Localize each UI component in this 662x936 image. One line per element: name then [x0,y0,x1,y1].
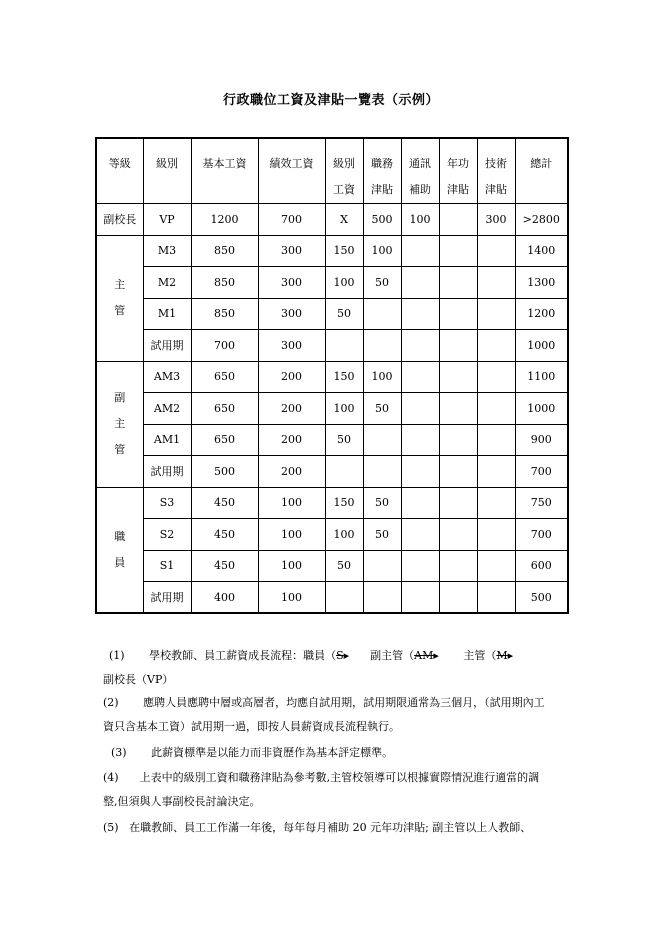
cell-year [439,519,477,551]
cell-level: VP [143,204,191,236]
note-1-text-a: 學校教師、員工薪資成長流程：職員（ [149,649,337,662]
table-row [96,267,568,299]
salary-table [95,137,569,614]
note-2 [103,691,553,739]
cell-level-pay: 150 [325,361,363,393]
cell-level: AM2 [143,393,191,425]
cell-level-pay: 100 [325,393,363,425]
cell-tech [477,330,515,362]
cell-base: 500 [191,456,258,488]
cell-level-pay: 150 [325,487,363,519]
cell-level-pay: 50 [325,298,363,330]
cell-tech [477,298,515,330]
cell-base: 650 [191,361,258,393]
cell-grade-group [96,235,143,361]
header-level-pay-line1: 級別 [333,157,355,170]
table-row [96,424,568,456]
grade-char: 管 [114,304,126,317]
cell-total: 700 [515,456,568,488]
cell-perf: 700 [258,204,325,236]
cell-level-pay [325,582,363,614]
cell-tech [477,361,515,393]
cell-comm [401,424,439,456]
header-duty-allowance [363,138,401,204]
table-row-vp [96,204,568,236]
cell-duty: 100 [363,235,401,267]
cell-duty: 100 [363,361,401,393]
table-header-row [96,138,568,204]
cell-level: AM1 [143,424,191,456]
cell-duty [363,298,401,330]
table-row [96,235,568,267]
header-total: 總計 [515,138,568,204]
table-row [96,550,568,582]
cell-tech [477,393,515,425]
note-1-text-c: 主管（ [463,649,497,662]
header-grade: 等級 [96,138,143,204]
cell-perf: 300 [258,235,325,267]
cell-level: M2 [143,267,191,299]
cell-level: AM3 [143,361,191,393]
cell-perf: 200 [258,393,325,425]
note-4-number: (4) [103,771,119,784]
cell-base: 850 [191,298,258,330]
header-seniority-allowance [439,138,477,204]
cell-base: 700 [191,330,258,362]
cell-perf: 300 [258,330,325,362]
cell-level: S1 [143,550,191,582]
cell-year [439,267,477,299]
cell-base: 400 [191,582,258,614]
cell-total: 750 [515,487,568,519]
cell-comm [401,361,439,393]
cell-total: 1000 [515,393,568,425]
cell-level-pay: 50 [325,550,363,582]
cell-year [439,424,477,456]
cell-level-pay: X [325,204,363,236]
cell-total: >2800 [515,204,568,236]
cell-base: 1200 [191,204,258,236]
cell-comm [401,456,439,488]
cell-total: 1000 [515,330,568,362]
header-level: 級別 [143,138,191,204]
note-1-code-s: S [336,649,344,662]
cell-duty: 50 [363,519,401,551]
cell-level: M1 [143,298,191,330]
cell-duty: 50 [363,267,401,299]
header-year-line2: 津貼 [447,183,469,196]
cell-perf: 200 [258,456,325,488]
note-1-code-am: AM [414,649,434,662]
cell-comm [401,330,439,362]
table-row [96,361,568,393]
header-performance-pay: 績效工資 [258,138,325,204]
cell-perf: 300 [258,267,325,299]
grade-char: 副 [114,391,126,404]
cell-total: 1200 [515,298,568,330]
header-tech-line2: 津貼 [485,183,507,196]
cell-total: 1300 [515,267,568,299]
cell-total: 500 [515,582,568,614]
header-comm-line1: 通訊 [409,157,431,170]
cell-year [439,550,477,582]
cell-base: 650 [191,393,258,425]
cell-duty [363,550,401,582]
cell-duty [363,456,401,488]
cell-duty [363,424,401,456]
table-row [96,298,568,330]
salary-table-body [96,138,568,613]
cell-tech [477,550,515,582]
note-5 [103,816,553,840]
header-comm-subsidy [401,138,439,204]
header-level-pay-line2: 工資 [333,183,355,196]
cell-year [439,235,477,267]
header-level-pay [325,138,363,204]
arrow-right-icon: ▸ [343,649,350,662]
header-tech-line1: 技術 [485,157,507,170]
header-tech-allowance [477,138,515,204]
header-duty-line1: 職務 [371,157,393,170]
cell-tech [477,582,515,614]
note-3-text: 此薪資標準是以能力而非資歷作為基本評定標準。 [151,746,394,759]
cell-level: S2 [143,519,191,551]
note-3-number: (3) [111,746,127,759]
cell-comm [401,393,439,425]
cell-level: M3 [143,235,191,267]
cell-perf: 200 [258,424,325,456]
cell-grade: 副校長 [96,204,143,236]
cell-level: 試用期 [143,330,191,362]
table-row [96,519,568,551]
cell-total: 1400 [515,235,568,267]
cell-perf: 100 [258,487,325,519]
cell-year [439,361,477,393]
cell-total: 1100 [515,361,568,393]
grade-char: 管 [114,443,126,456]
table-row [96,487,568,519]
cell-year [439,298,477,330]
cell-grade-group [96,361,143,487]
cell-year [439,582,477,614]
cell-comm [401,582,439,614]
cell-tech [477,519,515,551]
note-5-number: (5) [103,821,119,834]
cell-tech [477,487,515,519]
cell-comm [401,267,439,299]
cell-perf: 200 [258,361,325,393]
header-duty-line2: 津貼 [371,183,393,196]
cell-tech: 300 [477,204,515,236]
cell-tech [477,267,515,299]
note-1-text-d: 副校長（VP） [103,673,174,686]
header-year-line1: 年功 [447,157,469,170]
cell-base: 450 [191,487,258,519]
grade-char: 員 [114,555,126,569]
cell-perf: 300 [258,298,325,330]
cell-year [439,330,477,362]
cell-year [439,204,477,236]
cell-perf: 100 [258,582,325,614]
cell-level: 試用期 [143,456,191,488]
arrow-right-icon: ▸ [507,649,514,662]
grade-char: 主 [114,417,126,430]
table-row [96,393,568,425]
note-2-text: 應聘人員應聘中層或高層者，均應自試用期，試用期限通常為三個月，（試用期內工資只含基本工資）試用期一過，即按人員薪資成長流程執行。 [103,696,545,733]
cell-level-pay: 100 [325,519,363,551]
header-comm-line2: 補助 [409,183,431,196]
cell-base: 850 [191,267,258,299]
cell-perf: 100 [258,550,325,582]
cell-total: 900 [515,424,568,456]
note-3 [111,741,561,765]
cell-level: 試用期 [143,582,191,614]
cell-tech [477,424,515,456]
cell-comm [401,487,439,519]
cell-tech [477,235,515,267]
arrow-right-icon: ▸ [433,649,439,662]
cell-total: 600 [515,550,568,582]
cell-base: 450 [191,519,258,551]
note-4 [103,766,553,814]
cell-grade-group [96,487,143,613]
cell-year [439,456,477,488]
cell-duty [363,582,401,614]
cell-base: 850 [191,235,258,267]
cell-base: 650 [191,424,258,456]
page-title: 行政職位工資及津貼一覽表（示例） [222,93,439,108]
note-1-number: (1) [109,649,125,662]
table-row [96,456,568,488]
cell-duty: 50 [363,487,401,519]
cell-level-pay [325,330,363,362]
cell-comm [401,550,439,582]
cell-total: 700 [515,519,568,551]
cell-duty: 500 [363,204,401,236]
cell-comm [401,519,439,551]
header-base-pay: 基本工資 [191,138,258,204]
cell-comm [401,298,439,330]
cell-year [439,487,477,519]
cell-duty: 50 [363,393,401,425]
grade-char: 主 [114,278,126,291]
cell-perf: 100 [258,519,325,551]
cell-level-pay: 50 [325,424,363,456]
grade-char: 職 [114,529,126,543]
cell-level: S3 [143,487,191,519]
note-1 [103,644,559,692]
note-4-text: 上表中的級別工資和職務津貼為參考數,主管校領導可以根據實際情況進行適當的調整,但須與人事副校長討論決定。 [103,771,540,808]
cell-level-pay [325,456,363,488]
note-2-number: (2) [103,696,119,709]
cell-base: 450 [191,550,258,582]
cell-year [439,393,477,425]
cell-level-pay: 100 [325,267,363,299]
cell-comm [401,235,439,267]
note-1-text-b: 副主管（ [370,649,415,662]
cell-tech [477,456,515,488]
note-5-text: 在職教師、員工工作滿一年後，每年每月補助 20 元年功津貼; 副主管以上人教師、 [129,821,532,834]
cell-comm: 100 [401,204,439,236]
note-1-code-m: M [496,649,508,662]
table-row [96,330,568,362]
table-row [96,582,568,614]
cell-level-pay: 150 [325,235,363,267]
cell-duty [363,330,401,362]
